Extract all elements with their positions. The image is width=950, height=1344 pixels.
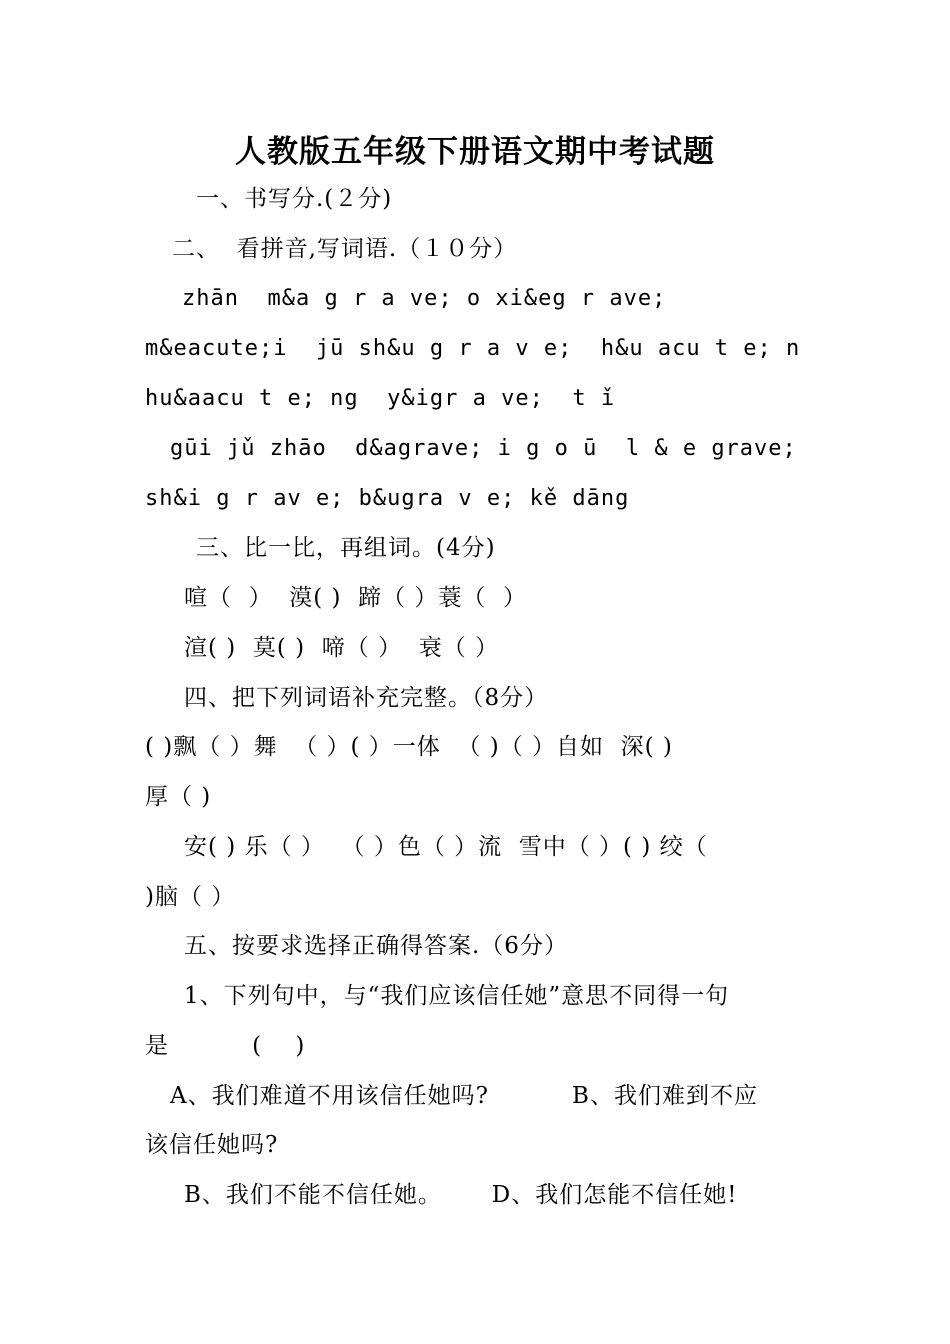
options-line-1: A、我们难道不用该信任她吗? B、我们难到不应 <box>170 1083 758 1109</box>
question-1-line-1: 1、下列句中，与“我们应该信任她”意思不同得一句 <box>184 983 730 1009</box>
page-title: 人教版五年级下册语文期中考试题 <box>235 134 715 170</box>
compare-line-1: 喧（ ） 漠( ) 蹄（ ）蓑（ ） <box>184 585 528 611</box>
pinyin-line-3: hu&aacu t e; ng y&igr a ve; t ǐ <box>145 386 616 411</box>
idiom-line-3: 安( ) 乐（ ） （ ）色（ ）流 雪中（ ）( ) 绞（ <box>184 834 708 860</box>
section-3-heading: 三、比一比，再组词。(4分) <box>196 535 496 561</box>
idiom-line-1: ( )飘（ ）舞 （ ）( ）一体 （ )（ ）自如 深( ) <box>145 734 673 760</box>
options-line-3: B、我们不能不信任她。 D、我们怎能不信任她! <box>184 1182 738 1208</box>
section-1-heading: 一、书写分.(２分) <box>196 186 393 212</box>
section-4-heading: 四、把下列词语补充完整。（8分） <box>184 685 549 711</box>
pinyin-line-5: sh&i g r av e; b&ugra v e; kě dāng <box>145 486 630 511</box>
idiom-line-2: 厚（ ) <box>145 784 212 810</box>
pinyin-line-4: gūi jǔ zhāo d&agrave; i g o ū l & e grave; <box>170 436 797 461</box>
pinyin-line-1: zhān m&a g r a ve; o xi&eg r ave; <box>182 286 667 311</box>
section-5-heading: 五、按要求选择正确得答案.（6分） <box>184 933 568 959</box>
question-1-line-2: 是 ( ) <box>145 1033 306 1059</box>
compare-line-2: 渲( ) 莫( ) 啼（ ） 衰（ ） <box>184 635 500 661</box>
pinyin-line-2: m&eacute;i jū sh&u g r a v e; h&u acu t e; n <box>145 336 801 361</box>
options-line-2: 该信任她吗? <box>145 1132 279 1158</box>
idiom-line-4: )脑（ ） <box>145 884 236 910</box>
section-2-heading: 二、 看拼音,写词语.（１０分） <box>172 236 518 262</box>
